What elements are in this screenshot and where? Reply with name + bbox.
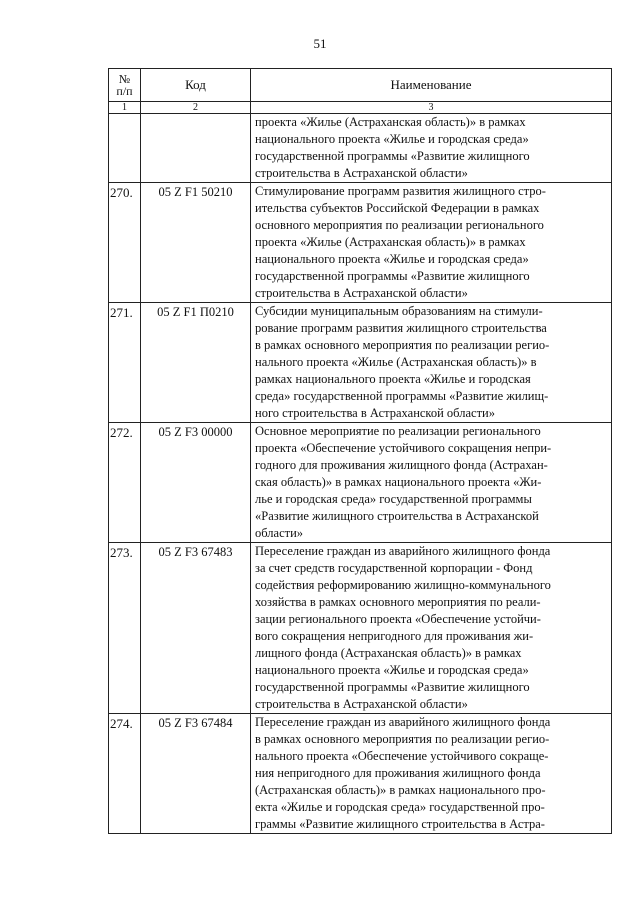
text-line: национального проекта «Жилье и городская среда» xyxy=(255,252,529,266)
text-line: проекта «Обеспечение устойчивого сокращения непри- xyxy=(255,441,552,455)
row-number xyxy=(109,114,141,183)
text-line: области» xyxy=(255,526,304,540)
column-index: 3 xyxy=(251,102,612,114)
row-code: 05 Z F3 67483 xyxy=(141,543,251,714)
column-index: 1 xyxy=(109,102,141,114)
row-number: 270. xyxy=(109,183,141,303)
header-row xyxy=(109,69,612,102)
row-code xyxy=(141,114,251,183)
table-row xyxy=(109,303,612,423)
text-line: содействия реформированию жилищно-коммунального xyxy=(255,578,551,592)
table-row-continuation xyxy=(109,114,612,183)
row-code: 05 Z F3 00000 xyxy=(141,423,251,543)
text-line: проекта «Жилье (Астраханская область)» в рамках xyxy=(255,115,526,129)
row-name xyxy=(251,714,612,834)
text-line: Переселение граждан из аварийного жилищного фонда xyxy=(255,715,551,729)
header-code: Код xyxy=(141,69,251,102)
text-line: нального проекта «Обеспечение устойчивого сокраще- xyxy=(255,749,549,763)
text-line: ного строительства в Астраханской области» xyxy=(255,406,495,420)
text-line: основного мероприятия по реализации регионального xyxy=(255,218,544,232)
page-number: 51 xyxy=(313,36,327,51)
row-name xyxy=(251,423,612,543)
row-number: 273. xyxy=(109,543,141,714)
table-row xyxy=(109,543,612,714)
column-index: 2 xyxy=(141,102,251,114)
text-line: хозяйства в рамках основного мероприятия по реали- xyxy=(255,595,541,609)
text-line: строительства в Астраханской области» xyxy=(255,697,468,711)
text-line: вого сокращения непригодного для проживания жи- xyxy=(255,629,534,643)
text-line: зации регионального проекта «Обеспечение устойчи- xyxy=(255,612,541,626)
text-line: граммы «Развитие жилищного строительства в Астра- xyxy=(255,817,545,831)
text-line: национального проекта «Жилье и городская среда» xyxy=(255,132,529,146)
text-line: национального проекта «Жилье и городская среда» xyxy=(255,663,529,677)
row-code: 05 Z F1 50210 xyxy=(141,183,251,303)
text-line: рамках национального проекта «Жилье и городская xyxy=(255,372,531,386)
text-line: годного для проживания жилищного фонда (Астрахан- xyxy=(255,458,548,472)
text-line: Субсидии муниципальным образованиям на стимули- xyxy=(255,304,543,318)
table-row xyxy=(109,183,612,303)
text-line: строительства в Астраханской области» xyxy=(255,286,468,300)
row-name xyxy=(251,543,612,714)
header-name: Наименование xyxy=(251,69,612,102)
text-line: за счет средств государственной корпорации - Фонд xyxy=(255,561,533,575)
table-row xyxy=(109,714,612,834)
text-line: «Развитие жилищного строительства в Астраханской xyxy=(255,509,539,523)
text-line: екта «Жилье и городская среда» государственной про- xyxy=(255,800,545,814)
text-line: лье и городская среда» государственной программы xyxy=(255,492,532,506)
text-line: лищного фонда (Астраханская область)» в рамках xyxy=(255,646,522,660)
text-line: в рамках основного мероприятия по реализации регио- xyxy=(255,338,550,352)
row-number: 274. xyxy=(109,714,141,834)
header-number xyxy=(109,69,141,102)
header-number-abbrev: п/п xyxy=(116,84,133,98)
row-name xyxy=(251,303,612,423)
text-line: (Астраханская область)» в рамках национального про- xyxy=(255,783,546,797)
text-line: государственной программы «Развитие жилищного xyxy=(255,269,530,283)
text-line: рование программ развития жилищного строительства xyxy=(255,321,547,335)
text-line: среда» государственной программы «Развитие жилищ- xyxy=(255,389,549,403)
text-line: ительства субъектов Российской Федерации в рамках xyxy=(255,201,540,215)
column-index-row xyxy=(109,102,612,114)
text-line: нального проекта «Жилье (Астраханская область)» в xyxy=(255,355,537,369)
row-name xyxy=(251,183,612,303)
text-line: Основное мероприятие по реализации регионального xyxy=(255,424,541,438)
row-number: 272. xyxy=(109,423,141,543)
table-row xyxy=(109,423,612,543)
row-code: 05 Z F1 П0210 xyxy=(141,303,251,423)
text-line: в рамках основного мероприятия по реализации регио- xyxy=(255,732,550,746)
row-name xyxy=(251,114,612,183)
text-line: проекта «Жилье (Астраханская область)» в рамках xyxy=(255,235,526,249)
text-line: ния непригодного для проживания жилищного фонда xyxy=(255,766,541,780)
text-line: Переселение граждан из аварийного жилищного фонда xyxy=(255,544,551,558)
text-line: строительства в Астраханской области» xyxy=(255,166,468,180)
budget-classification-table xyxy=(108,68,612,834)
text-line: ская область)» в рамках национального проекта «Жи- xyxy=(255,475,542,489)
row-number: 271. xyxy=(109,303,141,423)
header-number-symbol: № xyxy=(118,72,131,86)
text-line: Стимулирование программ развития жилищного стро- xyxy=(255,184,546,198)
row-code: 05 Z F3 67484 xyxy=(141,714,251,834)
text-line: государственной программы «Развитие жилищного xyxy=(255,149,530,163)
text-line: государственной программы «Развитие жилищного xyxy=(255,680,530,694)
